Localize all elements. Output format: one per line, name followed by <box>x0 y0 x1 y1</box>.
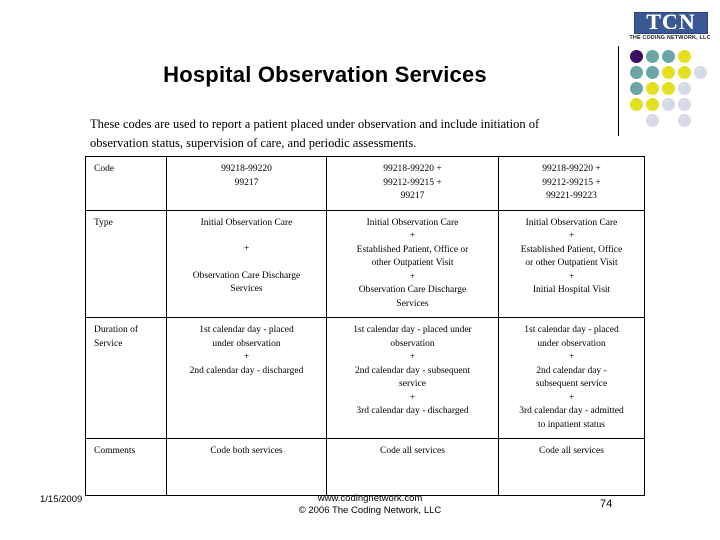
cell-line: + <box>409 352 416 362</box>
logo-dot <box>694 66 707 79</box>
cell-line: Services <box>230 284 263 294</box>
table-row <box>86 157 645 211</box>
table-cell <box>499 318 645 439</box>
table-cell <box>327 439 499 496</box>
cell-line: + <box>568 231 575 241</box>
cell-line: + <box>243 352 250 362</box>
cell-line: Code both services <box>210 446 283 456</box>
logo-dot <box>678 114 691 127</box>
cell-line: service <box>399 379 426 389</box>
logo-wordmark: TCN <box>646 9 696 34</box>
cell-line: + <box>409 271 416 282</box>
cell-line: + <box>409 392 416 403</box>
footer-date: 1/15/2009 <box>40 494 83 505</box>
row-label: Code <box>86 157 167 211</box>
cell-line: under observation <box>537 338 606 349</box>
cell-line: Initial Observation Care <box>525 217 618 228</box>
row-label: Duration of Service <box>86 318 167 439</box>
cell-line: 3rd calendar day - discharged <box>356 406 469 416</box>
cell-spacer <box>172 230 321 243</box>
cell-line: 99212-99215 + <box>542 177 601 188</box>
logo-dot <box>662 82 675 95</box>
table-cell <box>499 439 645 496</box>
logo-dot-grid <box>630 50 714 130</box>
logo-dot <box>678 82 691 95</box>
table-cell <box>499 210 645 318</box>
logo-dot <box>678 50 691 63</box>
logo-dot <box>646 66 659 79</box>
cell-line: 2nd calendar day - subsequent <box>354 365 471 376</box>
cell-line: subsequent service <box>535 379 608 389</box>
table-cell <box>499 157 645 211</box>
table-cell <box>327 210 499 318</box>
logo-dot <box>630 98 643 111</box>
cell-line: 99218-99220 + <box>383 164 442 174</box>
logo-dot <box>646 82 659 95</box>
logo-dot <box>662 98 675 111</box>
header-divider-line <box>618 46 619 136</box>
table-cell <box>167 157 327 211</box>
logo-dot <box>646 114 659 127</box>
logo-subtitle: THE CODING NETWORK, LLC <box>629 35 711 41</box>
table-cell <box>327 318 499 439</box>
logo-dot <box>630 82 643 95</box>
cell-line: to inpatient status <box>537 419 606 430</box>
cell-line: 2nd calendar day - discharged <box>189 365 304 376</box>
intro-paragraph: These codes are used to report a patient placed under observation and include initiation of observation status, supervision of care, and periodic assessments. <box>90 117 540 150</box>
cell-line: 99218-99220 + <box>542 164 601 174</box>
tcn-logo <box>622 8 714 132</box>
cell-line: + <box>409 231 416 241</box>
footer-website: www.codingnetwork.com <box>317 493 423 504</box>
table-body <box>86 157 645 496</box>
table-cell <box>167 439 327 496</box>
table-row <box>86 439 645 496</box>
table-cell <box>167 318 327 439</box>
cell-line: 1st calendar day - placed <box>524 325 619 335</box>
cell-line: other Outpatient Visit <box>371 258 454 268</box>
cell-line: Initial Observation Care <box>200 217 293 228</box>
logo-dot <box>678 66 691 79</box>
cell-line: 99218-99220 <box>221 164 272 174</box>
cell-line: under observation <box>212 338 281 349</box>
cell-line: + <box>568 392 575 403</box>
cell-line: Observation Care Discharge <box>192 270 301 281</box>
page-title: Hospital Observation Services <box>163 62 487 87</box>
logo-dot <box>662 66 675 79</box>
logo-dot <box>646 50 659 63</box>
observation-codes-table <box>85 156 645 496</box>
table-row <box>86 210 645 318</box>
cell-line: + <box>568 352 575 362</box>
cell-line: Established Patient, Office <box>520 244 623 255</box>
cell-line: Code all services <box>539 446 604 456</box>
cell-line: 99212-99215 + <box>383 177 442 188</box>
cell-line: Established Patient, Office or <box>356 244 469 255</box>
footer-page-number: 74 <box>600 498 613 510</box>
cell-line: 3rd calendar day - admitted <box>519 406 624 416</box>
cell-line: Code all services <box>380 446 445 456</box>
cell-line: 99221-99223 <box>546 191 597 201</box>
cell-line: 1st calendar day - placed under <box>353 325 472 335</box>
cell-line: + <box>568 271 575 282</box>
logo-dot <box>662 50 675 63</box>
cell-line: 2nd calendar day - <box>536 365 607 376</box>
logo-dot <box>678 98 691 111</box>
logo-dot <box>646 98 659 111</box>
table-cell <box>167 210 327 318</box>
footer-copyright: © 2006 The Coding Network, LLC <box>298 505 442 516</box>
cell-line: 1st calendar day - placed <box>199 325 294 335</box>
cell-line: Services <box>396 298 429 309</box>
cell-line: 99217 <box>234 177 259 188</box>
cell-line: observation <box>390 338 435 349</box>
cell-line: Initial Observation Care <box>366 217 459 228</box>
logo-dot <box>630 66 643 79</box>
row-label: Type <box>86 210 167 318</box>
logo-dot <box>630 50 643 63</box>
table-row <box>86 318 645 439</box>
table-cell <box>327 157 499 211</box>
cell-line: + <box>243 244 250 254</box>
cell-line: or other Outpatient Visit <box>525 258 618 268</box>
cell-line: Observation Care Discharge <box>358 285 467 295</box>
footer-credits <box>210 493 530 517</box>
cell-line: Initial Hospital Visit <box>532 285 611 295</box>
row-label: Comments <box>86 439 167 496</box>
cell-spacer <box>172 257 321 270</box>
cell-line: 99217 <box>400 191 425 201</box>
